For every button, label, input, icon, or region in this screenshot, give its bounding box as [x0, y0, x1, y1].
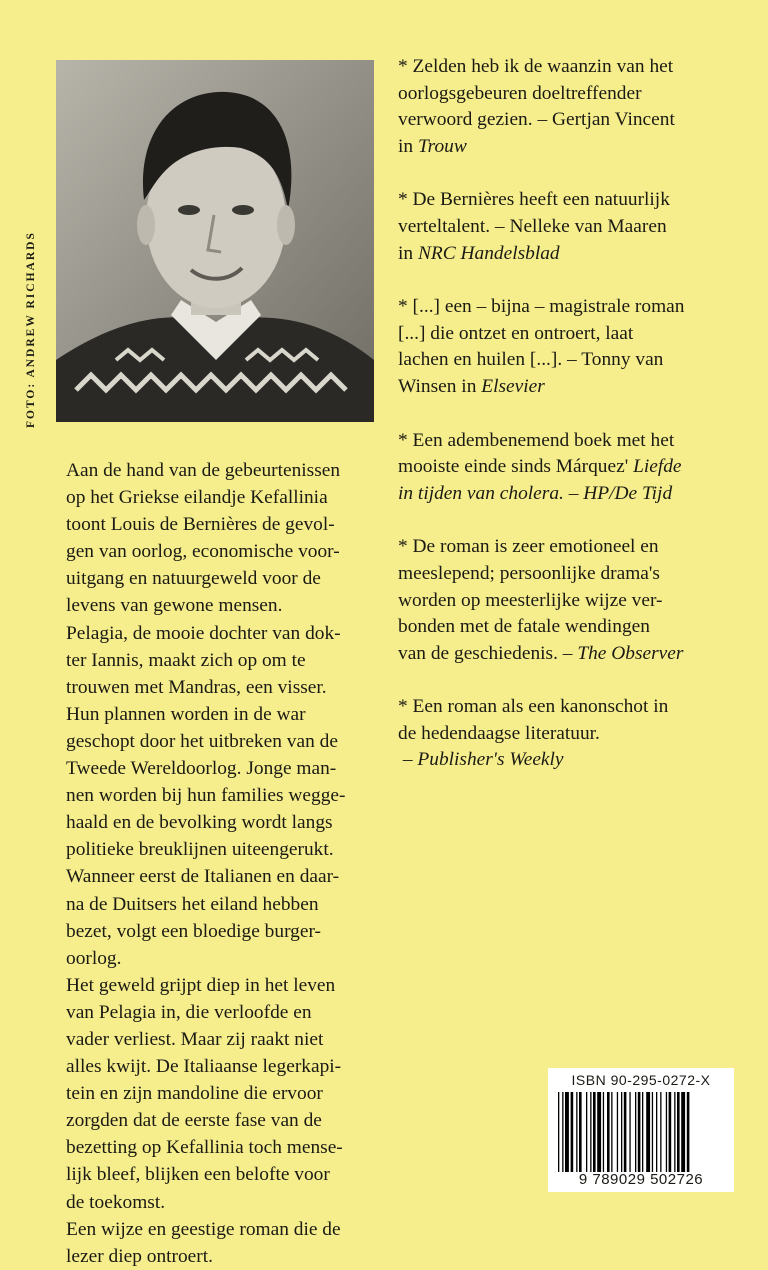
quote-source: Elsevier [481, 375, 545, 397]
photo-credit: FOTO: ANDREW RICHARDS [25, 231, 37, 428]
description-line: bezet, volgt een bloedige burger- [66, 920, 322, 942]
description-line: tein en zijn mandoline die ervoor [66, 1083, 323, 1105]
quote-text: in [398, 242, 418, 264]
description-line: lijk bleef, blijken een belofte voor [66, 1164, 330, 1186]
quote-line: * Zelden heb ik de waanzin van het [398, 56, 674, 77]
quote-source: NRC Handelsblad [417, 242, 560, 264]
quote-text: Winsen in [398, 375, 482, 397]
quote-text: in [398, 135, 418, 157]
review-quote-observer [398, 534, 748, 667]
review-quote-publishers-weekly [398, 694, 748, 774]
quote-line: oorlogsgebeuren doeltreffender [398, 82, 642, 104]
quote-text: – [563, 482, 584, 504]
description-line: oorlog. [66, 947, 122, 969]
description-line: de toekomst. [66, 1191, 166, 1213]
review-quote-hp-de-tijd [398, 428, 748, 508]
description-line: trouwen met Mandras, een visser. [66, 676, 327, 698]
quote-line [398, 747, 748, 774]
quote-line: * De Bernières heeft een natuurlijk [398, 189, 670, 211]
author-photo [56, 60, 374, 422]
description-line: bezetting op Kefallinia toch mense- [66, 1137, 343, 1159]
description-line: vader verliest. Maar zij raakt niet [66, 1028, 324, 1050]
isbn-number: ISBN 90-295-0272-X [571, 1072, 711, 1088]
description-line: levens van gewone mensen. [66, 595, 283, 617]
description-line: politieke breuklijnen uiteengerukt. [66, 839, 334, 861]
quote-source: HP/De Tijd [583, 482, 673, 504]
quote-book-title: in tijden van cholera. [398, 482, 564, 504]
description-line: alles kwijt. De Italiaanse legerkapi- [66, 1056, 342, 1078]
description-line: ter Iannis, maakt zich op om te [66, 649, 306, 671]
quote-line: verwoord gezien. – Gertjan Vincent [398, 109, 675, 131]
description-line: Wanneer eerst de Italianen en daar- [66, 866, 340, 888]
review-quote-nrc [398, 187, 748, 267]
quote-line: * Een roman als een kanonschot in [398, 696, 669, 718]
quote-text: mooiste einde sinds Márquez' [398, 456, 634, 478]
quote-line: worden op meesterlijke wijze ver- [398, 589, 663, 611]
description-line: gen van oorlog, economische voor- [66, 541, 340, 563]
description-line: Een wijze en geestige roman die de [66, 1218, 341, 1240]
description-line: uitgang en natuurgeweld voor de [66, 568, 321, 590]
quote-text: van de geschiedenis. – [398, 642, 578, 664]
description-line: Pelagia, de mooie dochter van dok- [66, 622, 341, 644]
quote-line: [...] die ontzet en ontroert, laat [398, 322, 634, 344]
quote-line [398, 134, 748, 161]
quote-line: meeslepend; persoonlijke drama's [398, 562, 660, 584]
quote-line: * Een adembenemend boek met het [398, 429, 675, 451]
description-line: Aan de hand van de gebeurtenissen [66, 460, 341, 481]
description-line: geschopt door het uitbreken van de [66, 730, 338, 752]
quote-line: de hedendaagse literatuur. [398, 722, 600, 744]
quote-source: The Observer [577, 642, 684, 664]
quote-line [398, 481, 748, 508]
quote-line: * De roman is zeer emotioneel en [398, 536, 659, 558]
quote-book-title: Liefde [633, 456, 682, 478]
book-description [66, 457, 396, 1270]
description-line: nen worden bij hun families wegge- [66, 785, 346, 807]
quote-line [398, 241, 748, 268]
ean-number: 9 789029 502726 [578, 1171, 704, 1188]
barcode-bars [558, 1092, 724, 1172]
description-line: haald en de bevolking wordt langs [66, 812, 333, 834]
description-line: lezer diep ontroert. [66, 1245, 213, 1267]
description-line: toont Louis de Bernières de gevol- [66, 514, 335, 536]
quote-line [398, 374, 748, 401]
quote-line: * [...] een – bijna – magistrale roman [398, 296, 685, 318]
quote-text: – [402, 749, 418, 771]
description-line: Tweede Wereldoorlog. Jonge man- [66, 758, 337, 780]
description-line: Het geweld grijpt diep in het leven [66, 974, 336, 996]
description-line: na de Duitsers het eiland hebben [66, 893, 319, 915]
quote-source: Trouw [417, 135, 467, 157]
quote-line: bonden met de fatale wendingen [398, 616, 650, 638]
quote-line [398, 454, 748, 481]
description-line: van Pelagia in, die verloofde en [66, 1001, 312, 1023]
quote-line: lachen en huilen [...]. – Tonny van [398, 349, 664, 371]
isbn-barcode [548, 1068, 734, 1192]
description-line: Hun plannen worden in de war [66, 703, 306, 725]
quote-line [398, 641, 748, 668]
review-quote-trouw [398, 54, 748, 160]
review-quote-elsevier [398, 294, 748, 400]
review-quotes [398, 54, 748, 801]
quote-line: verteltalent. – Nelleke van Maaren [398, 215, 667, 237]
description-line: op het Griekse eilandje Kefallinia [66, 487, 328, 509]
quote-source: Publisher's Weekly [417, 749, 564, 771]
description-line: zorgden dat de eerste fase van de [66, 1110, 322, 1132]
